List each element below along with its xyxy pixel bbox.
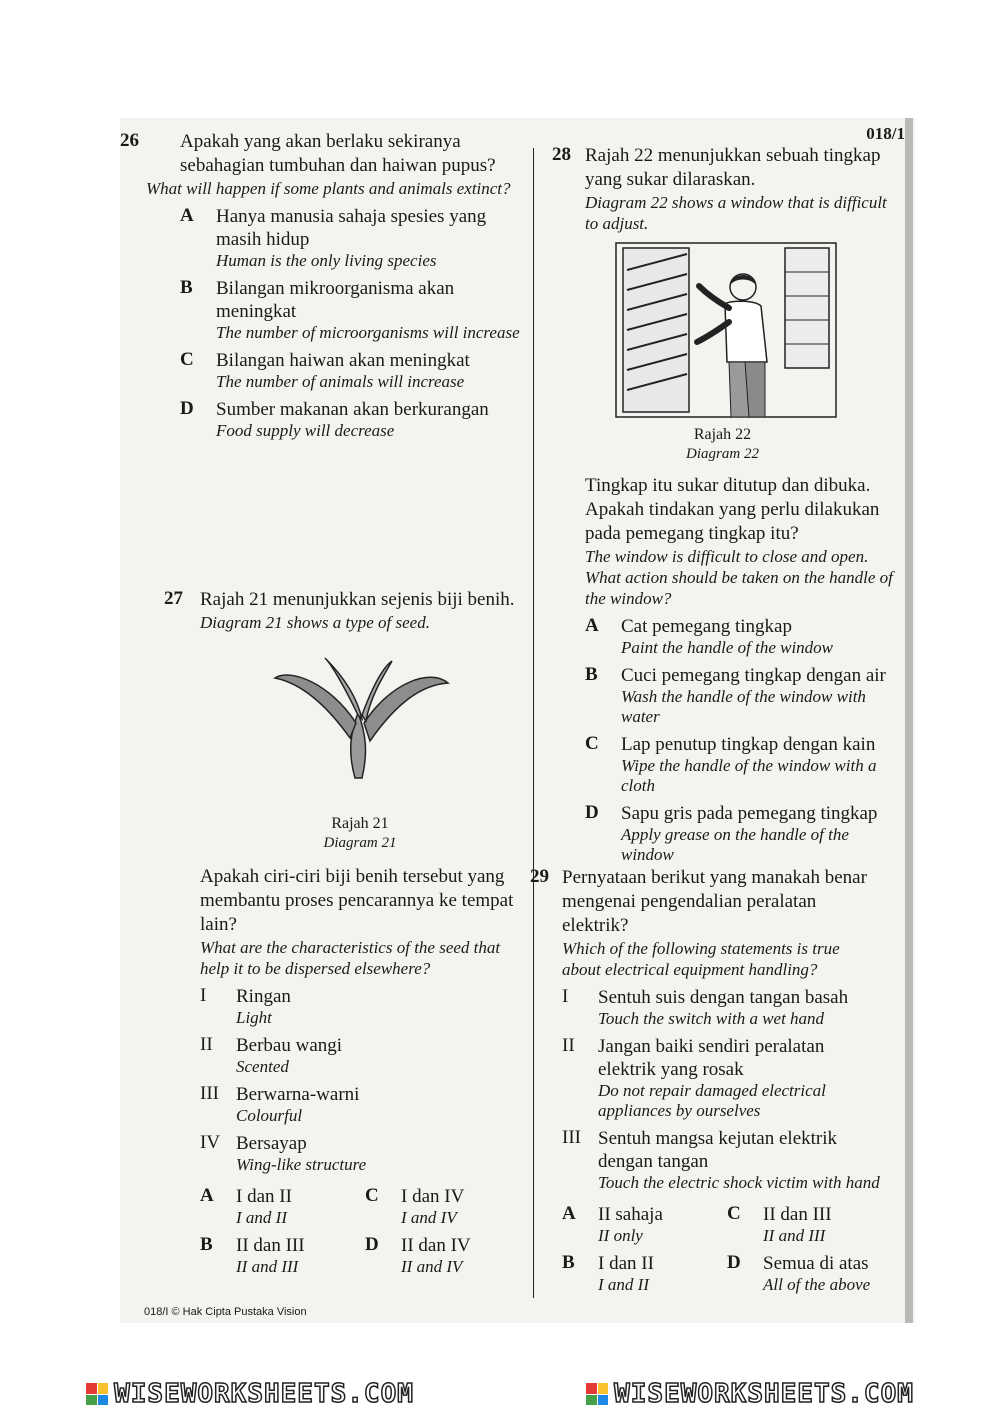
copyright-footer: 018/I © Hak Cipta Pustaka Vision [144,1306,307,1318]
option-c[interactable]: C II dan III II and III [727,1203,832,1245]
option-d[interactable]: D II dan IV II and IV [365,1234,471,1276]
question-number: 27 [164,588,183,609]
option-d[interactable]: D Sapu gris pada pemegang tingkap Apply grease on the handle of the window [585,802,878,864]
option-d[interactable]: D Semua di atas All of the above [727,1252,871,1294]
question-27 [164,588,520,1277]
statement-iv: IV Bersayap Wing-like structure [200,1132,367,1174]
option-a[interactable]: A Cat pemegang tingkap Paint the handle of the window [585,615,834,657]
seed-diagram [200,653,520,798]
question-text-en: What are the characteristics of the seed that help it to be dispersed elsewhere? [200,938,501,978]
statement-i: I Sentuh suis dengan tangan basah Touch the switch with a wet hand [562,986,849,1028]
banner-brand-right[interactable] [500,1375,1000,1413]
window-diagram [615,242,900,423]
statement-ii: II Berbau wangi Scented [200,1034,343,1076]
window-illustration [615,242,837,418]
brand-logo-icon [86,1383,108,1405]
paper-code: 018/1 [866,124,905,143]
question-text-en: The window is difficult to close and open. What action should be taken on the handle of the window? [585,547,893,608]
intro-ms: Rajah 22 menunjukkan sebuah tingkap yang sukar dilaraskan. [585,145,881,190]
question-28 [552,144,900,865]
option-c[interactable]: C I dan IV I and IV [365,1185,465,1227]
option-c[interactable]: C Bilangan haiwan akan meningkat The number of animals will increase [180,349,470,391]
question-text-ms: Tingkap itu sukar ditutup dan dibuka. Apakah tindakan yang perlu dilakukan pada pemegang tingkap itu? [585,475,880,544]
option-b[interactable]: B Cuci pemegang tingkap dengan air Wash the handle of the window with water [585,664,886,726]
question-number: 28 [552,144,571,165]
question-text-ms: Apakah ciri-ciri biji benih tersebut yang membantu proses pencarannya ke tempat lain? [200,866,514,935]
question-text-en: What will happen if some plants and animals extinct? [146,179,511,198]
intro-en: Diagram 21 shows a type of seed. [200,613,430,632]
watermark-banner [0,1375,1000,1413]
option-b[interactable]: B II dan III II and III [200,1234,305,1276]
option-c[interactable]: C Lap penutup tingkap dengan kain Wipe the handle of the window with a cloth [585,733,877,795]
answer-grid [562,1203,882,1295]
intro-ms: Rajah 21 menunjukkan sejenis biji benih. [200,589,515,610]
answer-grid [200,1185,520,1277]
option-a[interactable]: A I dan II I and II [200,1185,292,1227]
question-text-en: Which of the following statements is true about electrical equipment handling? [562,939,840,979]
option-b[interactable]: B I dan II I and II [562,1252,654,1294]
seed-illustration [270,653,450,793]
statement-ii: II Jangan baiki sendiri peralatan elektrik yang rosak Do not repair damaged electrical appliances by ourselves [562,1035,826,1120]
intro-en: Diagram 22 shows a window that is difficult to adjust. [585,193,887,233]
diagram-caption: Rajah 22 Diagram 22 [686,426,759,462]
statement-iii: III Sentuh mangsa kejutan elektrik dengan tangan Touch the electric shock victim with hand [562,1127,880,1192]
column-divider [533,148,534,1298]
option-a[interactable]: A Hanya manusia sahaja spesies yang masih hidup Human is the only living species [180,205,487,270]
question-number: 29 [530,866,549,887]
diagram-caption: Rajah 21 Diagram 21 [323,815,397,851]
brand-logo-icon [586,1383,608,1405]
statement-iii: III Berwarna-warni Colourful [200,1083,360,1125]
question-29 [530,866,882,1295]
banner-brand-left[interactable] [0,1375,500,1413]
page-edge [905,118,913,1323]
option-a[interactable]: A II sahaja II only [562,1203,663,1245]
brand-text: WISEWORKSHEETS.COM [114,1379,414,1409]
brand-text: WISEWORKSHEETS.COM [614,1379,914,1409]
question-text-ms: Pernyataan berikut yang manakah benar mengenai pengendalian peralatan elektrik? [562,867,867,936]
exam-page [120,118,915,1323]
question-text-ms: Apakah yang akan berlaku sekiranya sebahagian tumbuhan dan haiwan pupus? [180,131,496,176]
option-d[interactable]: D Sumber makanan akan berkurangan Food supply will decrease [180,398,489,440]
option-b[interactable]: B Bilangan mikroorganisma akan meningkat The number of microorganisms will increase [180,277,520,342]
question-26 [120,130,525,441]
question-number: 26 [120,130,139,151]
statement-i: I Ringan Light [200,985,291,1027]
